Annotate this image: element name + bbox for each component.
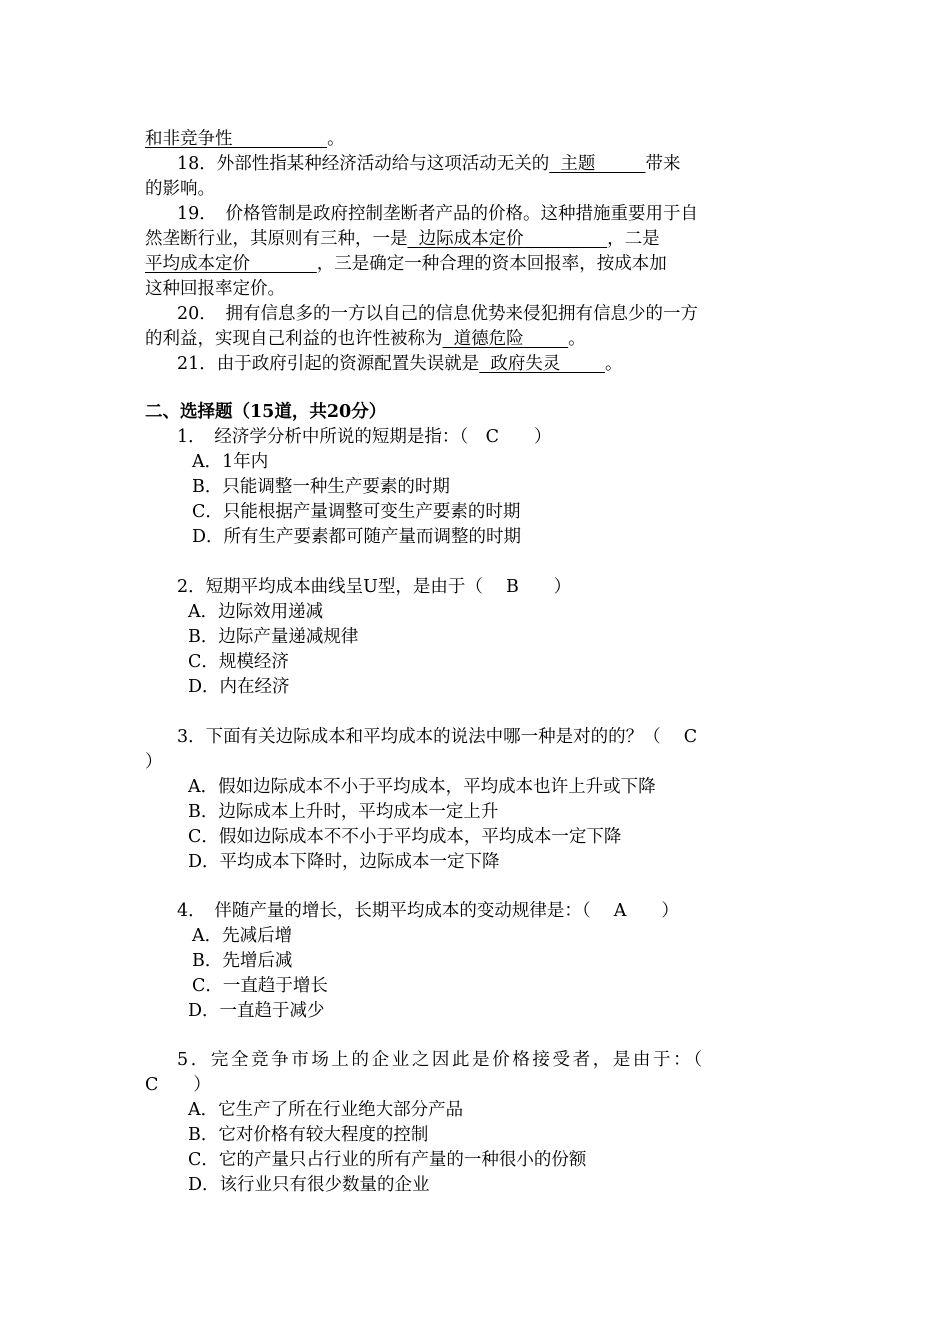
q19-line2 — [145, 227, 660, 252]
q21-answer: 政府失灵 — [490, 354, 561, 374]
q3-stem-cont: ） — [145, 752, 163, 772]
q3-option-b: B．边际成本上升时，平均成本一定上升 — [188, 802, 499, 822]
q18-text-b: 带来 — [645, 154, 681, 174]
q4-option-d: D．一直趋于减少 — [188, 1001, 325, 1021]
q2-option-d: D．内在经济 — [188, 677, 290, 697]
q5-option-a: A．它生产了所在行业绝大部分产品 — [188, 1100, 464, 1120]
q19-blank1-pre — [408, 229, 419, 249]
q4-option-a: A．先减后增 — [192, 926, 293, 946]
q21-text-b: 。 — [604, 354, 623, 374]
q21-blank-pre — [479, 354, 490, 374]
q3-option-c: C．假如边际成本不不小于平均成本，平均成本一定下降 — [188, 827, 622, 847]
q4-option-b: B．先增后减 — [192, 951, 293, 971]
q19-line1: 19． 价格管制是政府控制垄断者产品的价格。这种措施重要用于自 — [177, 204, 699, 224]
q5-option-b: B．它对价格有较大程度的控制 — [188, 1125, 429, 1145]
q19-answer2: 平均成本定价 — [145, 254, 250, 274]
section-title: 二、选择题（15道，共20分） — [145, 402, 387, 422]
q20-text-a: 的利益，实现自己利益的也许性被称为 — [145, 329, 443, 349]
q2-option-a: A．边际效用递减 — [188, 602, 324, 622]
q21-text-a: 21．由于政府引起的资源配置失误就是 — [177, 354, 480, 374]
q19-text-a: 然垄断行业，其原则有三种，一是 — [145, 229, 408, 249]
q20-answer: 道德危险 — [453, 329, 524, 349]
q18-line1 — [177, 152, 681, 177]
q4-stem: 4． 伴随产量的增长，长期平均成本的变动规律是：（ A ） — [177, 901, 679, 921]
q3-option-d: D．平均成本下降时，边际成本一定下降 — [188, 852, 500, 872]
q19-line4: 这种回报率定价。 — [145, 279, 285, 299]
q19-answer1: 边际成本定价 — [418, 229, 524, 249]
q20-line2 — [145, 327, 586, 352]
q18-text-a: 18．外部性指某种经济活动给与这项活动无关的 — [177, 154, 550, 174]
q19-line3 — [145, 252, 667, 277]
q17-blank — [233, 129, 328, 149]
q5-stem: 5．完全竞争市场上的企业之因此是价格接受者，是由于：（ — [177, 1050, 705, 1070]
q18-line2: 的影响。 — [145, 179, 215, 199]
q1-stem: 1． 经济学分析中所说的短期是指：（ C ） — [177, 427, 552, 447]
q17-end: 。 — [327, 129, 345, 149]
q1-option-c: C．只能根据产量调整可变生产要素的时期 — [192, 502, 521, 522]
q3-stem: 3．下面有关边际成本和平均成本的说法中哪一种是对的的？（ C — [177, 727, 698, 747]
q17-answer: 和非竞争性 — [145, 129, 233, 149]
q19-blank2-post — [250, 254, 317, 274]
q2-option-b: B．边际产量递减规律 — [188, 627, 359, 647]
q19-text-b: ，二是 — [607, 229, 660, 249]
q19-blank1-post — [524, 229, 607, 249]
q5-stem-cont: C ） — [145, 1075, 211, 1095]
q20-line1: 20． 拥有信息多的一方以自己的信息优势来侵犯拥有信息少的一方 — [177, 304, 699, 324]
q1-option-a: A．1年内 — [192, 452, 269, 472]
q20-text-b: 。 — [568, 329, 586, 349]
q18-blank-post — [595, 154, 645, 174]
q5-option-d: D．该行业只有很少数量的企业 — [188, 1175, 430, 1195]
q18-blank-pre — [549, 154, 560, 174]
q2-option-c: C．规模经济 — [188, 652, 289, 672]
q1-option-b: B．只能调整一种生产要素的时期 — [192, 477, 450, 497]
q21-line — [177, 352, 622, 377]
q18-answer: 主题 — [560, 154, 596, 174]
q20-blank-post — [524, 329, 569, 349]
q19-text-c: ，三是确定一种合理的资本回报率，按成本加 — [316, 254, 667, 274]
q21-blank-post — [560, 354, 605, 374]
q20-blank-pre — [443, 329, 454, 349]
q3-option-a: A．假如边际成本不小于平均成本，平均成本也许上升或下降 — [188, 777, 656, 797]
q4-option-c: C．一直趋于增长 — [192, 976, 328, 996]
q1-option-d: D．所有生产要素都可随产量而调整的时期 — [192, 527, 522, 547]
q17-tail-line — [145, 127, 345, 152]
q5-option-c: C．它的产量只占行业的所有产量的一种很小的份额 — [188, 1150, 587, 1170]
q2-stem: 2．短期平均成本曲线呈U型，是由于（ B ） — [177, 577, 572, 597]
